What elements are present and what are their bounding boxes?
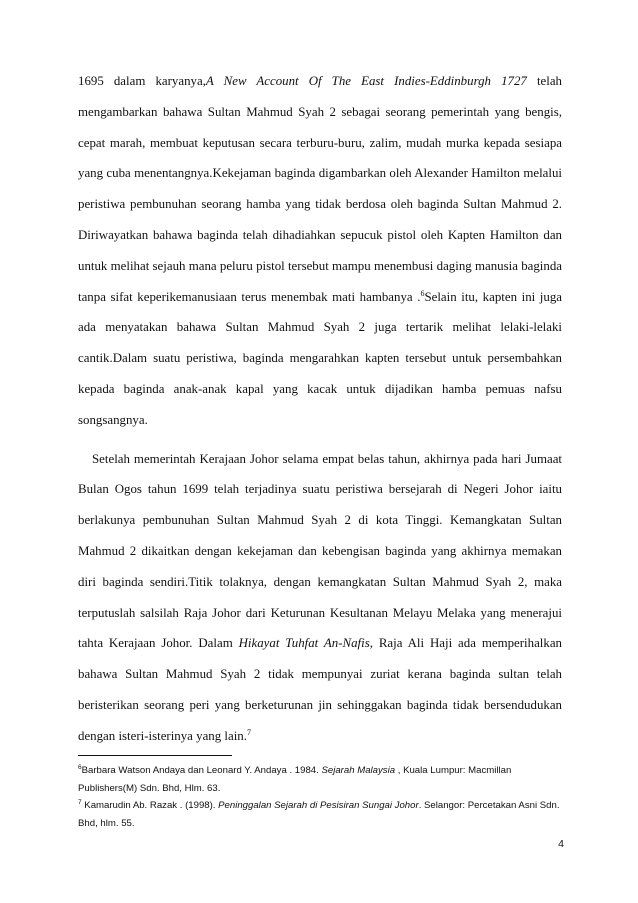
body-text: [78, 66, 562, 752]
footnote-text: . Selangor: Percetakan Asni Sdn. Bhd, hlm. 55.: [78, 800, 560, 829]
footnote-title: Peninggalan Sejarah di Pesisiran Sungai Johor: [218, 800, 419, 812]
paragraph-1-text-b: telah mengambarkan bahawa Sultan Mahmud Syah 2 sebagai seorang pemerintah yang bengis, cepat marah, membuat keputusan secara terburu-buru, zalim, mudah murka kepada sesiapa yang cuba menentangnya.Kekejaman baginda digambarkan oleh Alexander Hamilton melalui peristiwa pembunuhan seorang hamba yang tidak berdosa oleh baginda Sultan Mahmud 2. Diriwayatkan bahawa baginda telah dihadiahkan sepucuk pistol oleh Kapten Hamilton dan untuk melihat sejauh mana peluru pistol tersebut mampu menembusi daging manusia baginda tanpa sifat keperikemanusiaan terus menembak mati hambanya .: [78, 74, 563, 304]
paragraph-2: [78, 444, 562, 752]
paragraph-2-text-b: , Raja Ali Haji ada memperihalkan bahawa Sultan Mahmud Syah 2 tidak mempunyai zuriat kerana baginda sultan telah beristerikan seorang peri yang berketurunan jin sehinggakan baginda tidak bersendudukan dengan isteri-isterinya yang lain.: [78, 636, 562, 743]
footnote-text: Barbara Watson Andaya dan Leonard Y. Andaya . 1984.: [81, 765, 322, 776]
footnote-number: 7: [78, 799, 82, 807]
book-title-tuhfat-an-nafis: Hikayat Tuhfat An-Nafis: [238, 636, 370, 651]
footnote-text: , Kuala Lumpur: Macmillan Publishers(M) Sdn. Bhd, Hlm. 63.: [78, 765, 512, 794]
footnote-separator: [78, 755, 232, 756]
page-number: 4: [558, 838, 564, 850]
footnote-title: Sejarah Malaysia: [321, 765, 396, 776]
footnote-7: [78, 797, 562, 832]
footnote-ref-6[interactable]: 6: [420, 288, 425, 298]
footnote-text: Kamarudin Ab. Razak . (1998).: [81, 800, 219, 812]
paragraph-1-text-a: 1695 dalam karyanya,: [78, 74, 206, 88]
paragraph-1: [78, 66, 562, 436]
footnote-ref-7[interactable]: 7: [246, 727, 251, 737]
footnotes: [78, 762, 562, 832]
paragraph-2-text-a: Setelah memerintah Kerajaan Johor selama empat belas tahun, akhirnya pada hari Jumaat Bulan Ogos tahun 1699 telah terjadinya suatu peristiwa bersejarah di Negeri Johor iaitu berlakunya pembunuhan Sultan Mahmud Syah 2 di kota Tinggi. Kemangkatan Sultan Mahmud 2 dikaitkan dengan kekejaman dan kebengisan baginda yang akhirnya memakan diri baginda sendiri.Titik tolaknya, dengan kemangkatan Sultan Mahmud Syah 2, maka terputuslah salsilah Raja Johor dari Keturunan Kesultanan Melayu Melaka yang menerajui tahta Kerajaan Johor. Dalam: [78, 451, 562, 651]
paragraph-1-text-c: Selain itu, kapten ini juga ada menyatakan bahawa Sultan Mahmud Syah 2 juga tertarik melihat lelaki-lelaki cantik.Dalam suatu peristiwa, baginda mengarahkan kapten tersebut untuk persembahkan kepada baginda anak-anak kapal yang kacak untuk dijadikan hamba pemuas nafsu songsangnya.: [78, 289, 562, 427]
footnote-number: 6: [78, 764, 82, 771]
footnote-6: [78, 762, 562, 797]
book-title-new-account: A New Account Of The East Indies-Eddinburgh 1727: [205, 74, 527, 88]
